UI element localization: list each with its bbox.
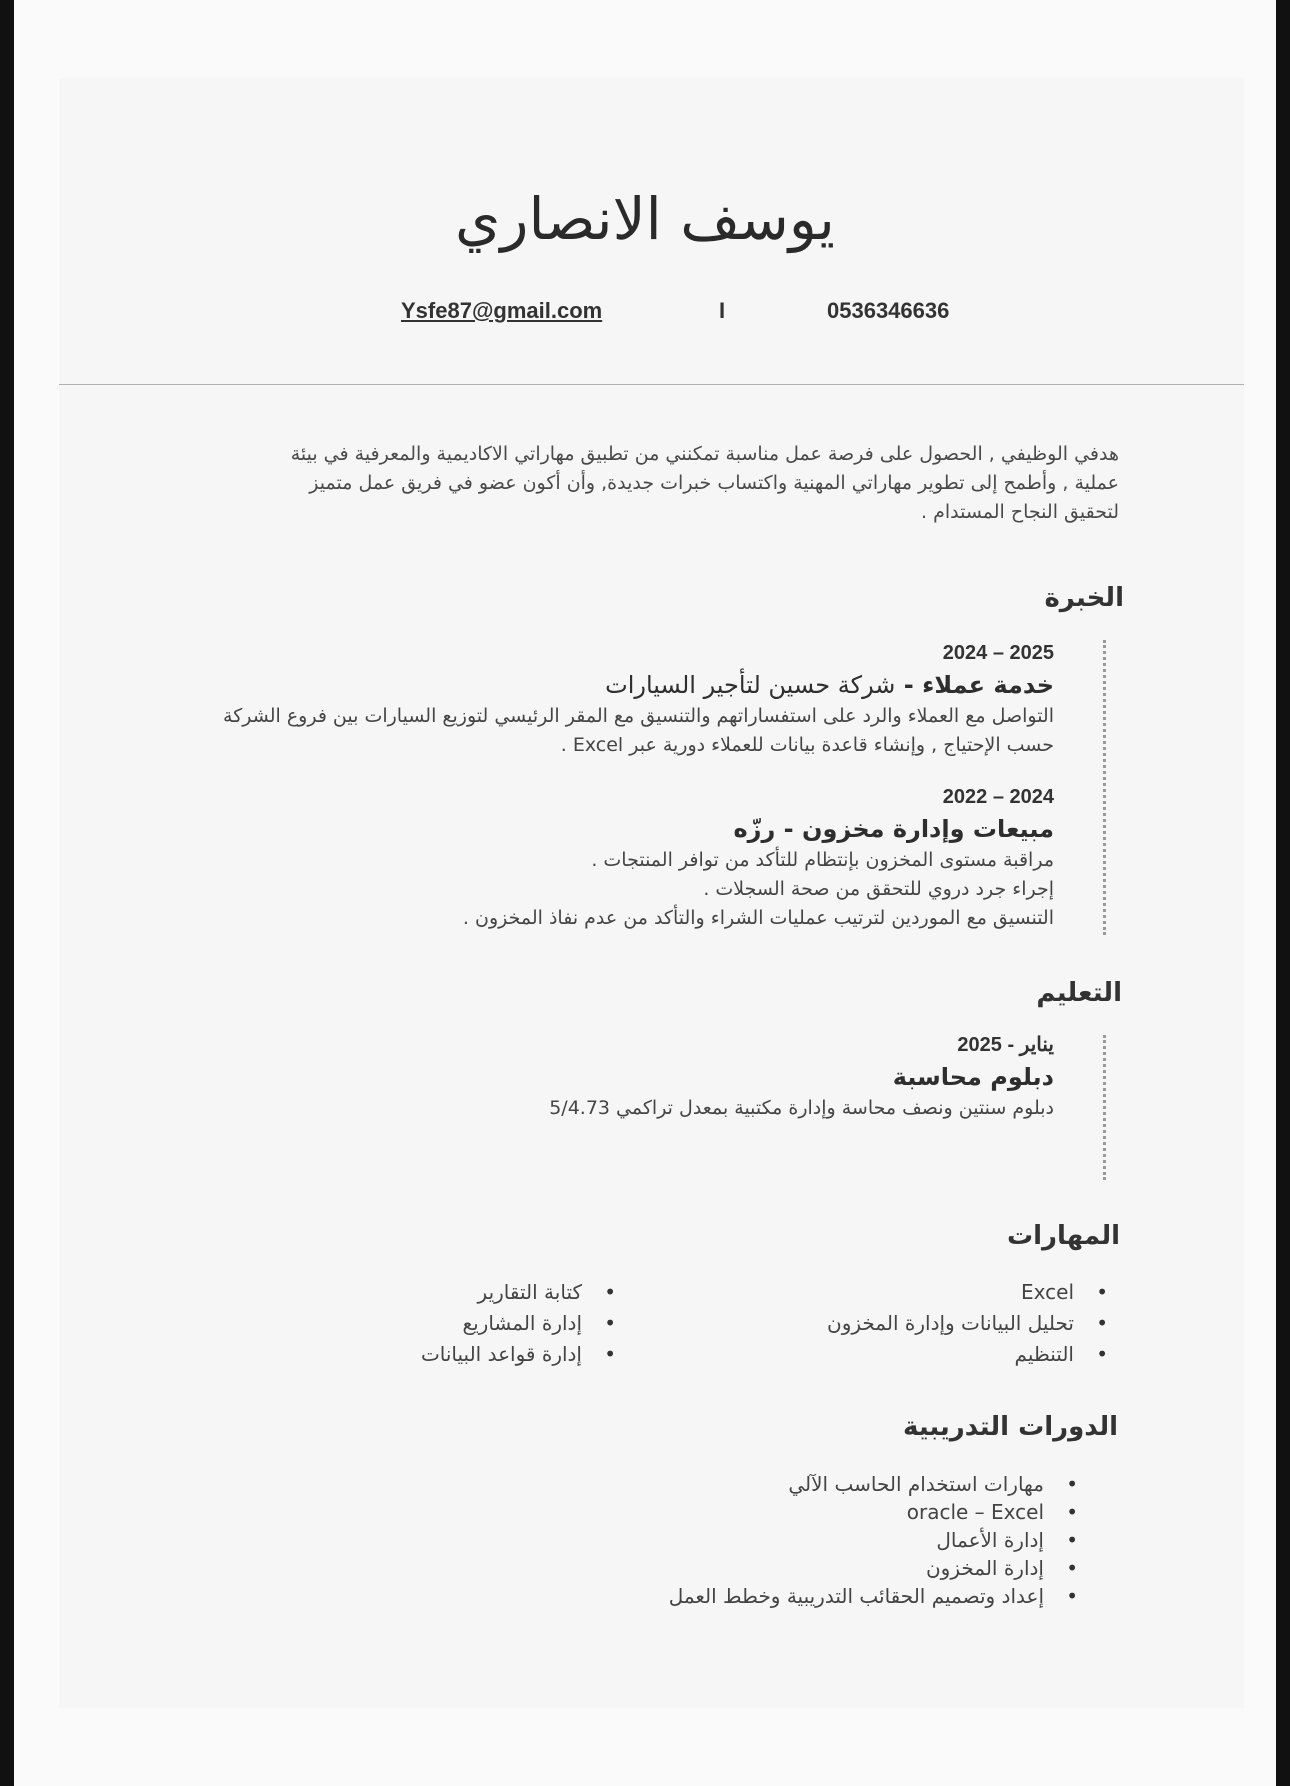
experience-description: التواصل مع العملاء والرد على استفساراتهم والتنسيق مع المقر الرئيسي لتوزيع السيارات بين فروع الشركة حسب الإحتياج , وإنشاء قاعدة بيانات للعملاء دورية عبر Excel . (223, 705, 1054, 756)
skills-list-left (314, 1277, 622, 1370)
experience-period: 2022 – 2024 (942, 786, 1054, 808)
experience-title (214, 668, 1054, 702)
skill-item: • تحليل البيانات وإدارة المخزون (734, 1308, 1114, 1339)
skill-item: • إدارة المشاريع (314, 1308, 622, 1339)
company-name: شركة حسين لتأجير السيارات (605, 671, 896, 699)
skill-item: • إدارة قواعد البيانات (314, 1339, 622, 1370)
candidate-name: يوسف الانصاري (455, 185, 835, 253)
education-description: دبلوم سنتين ونصف محاسة وإدارة مكتبية بمعدل تراكمي 5/4.73 (549, 1097, 1054, 1119)
phone-number: 0536346636 (827, 298, 950, 323)
course-item: • مهارات استخدام الحاسب الآلي (574, 1470, 1084, 1498)
experience-period: 2024 – 2025 (942, 642, 1054, 664)
header-divider (59, 384, 1244, 385)
contact-separator: I (719, 298, 726, 323)
course-item: • إعداد وتصميم الحقائب التدريبية وخطط العمل (574, 1582, 1084, 1610)
experience-timeline (1103, 640, 1106, 935)
education-entry (214, 1030, 1054, 1123)
experience-entry (214, 638, 1054, 760)
experience-description: التنسيق مع الموردين لترتيب عمليات الشراء والتأكد من عدم نفاذ المخزون . (462, 907, 1054, 929)
courses-heading: الدورات التدريبية (903, 1412, 1118, 1442)
resume-page (14, 0, 1276, 1786)
email-link[interactable]: Ysfe87@gmail.com (401, 298, 603, 323)
course-item: • إدارة المخزون (574, 1554, 1084, 1582)
education-period: يناير - 2025 (957, 1034, 1054, 1056)
education-heading: التعليم (1036, 978, 1122, 1008)
job-title: خدمة عملاء - (895, 671, 1054, 699)
experience-description: مراقبة مستوى المخزون بإنتظام للتأكد من توافر المنتجات . (591, 849, 1054, 871)
experience-entry (214, 782, 1054, 933)
experience-heading: الخبرة (1044, 583, 1124, 613)
course-item: • إدارة الأعمال (574, 1526, 1084, 1554)
experience-title: مبيعات وإدارة مخزون - رزّه (733, 815, 1054, 843)
experience-description: إجراء جرد دروي للتحقق من صحة السجلات . (703, 878, 1054, 900)
courses-list (574, 1470, 1084, 1610)
skill-item: • كتابة التقارير (314, 1277, 622, 1308)
education-timeline (1103, 1035, 1106, 1180)
skills-heading: المهارات (1006, 1221, 1120, 1251)
course-item: • oracle – Excel (574, 1498, 1084, 1526)
skill-item: • Excel (734, 1277, 1114, 1308)
skill-item: • التنظيم (734, 1339, 1114, 1370)
education-title: دبلوم محاسبة (892, 1063, 1054, 1091)
skills-list-right (734, 1277, 1114, 1370)
career-objective: هدفي الوظيفي , الحصول على فرصة عمل مناسبة تمكنني من تطبيق مهاراتي الاكاديمية والمعرفية في بيئة عملية , وأطمح إلى تطوير مهاراتي المهنية واكتساب خبرات جديدة, وأن أكون عضو في فريق عمل متميز لتحقيق النجاح المستدام . (290, 443, 1119, 523)
